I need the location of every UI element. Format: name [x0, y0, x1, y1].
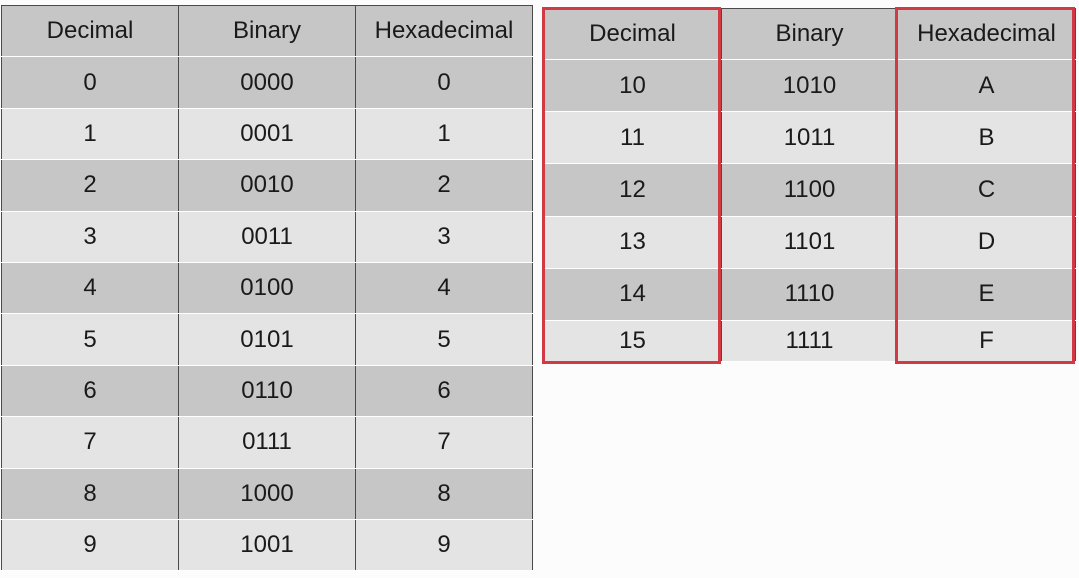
- binary-cell: 1101: [722, 216, 898, 268]
- decimal-cell: 0: [2, 57, 179, 108]
- hex-cell: F: [898, 320, 1076, 361]
- decimal-cell: 2: [2, 160, 179, 211]
- table-row: [2, 314, 533, 365]
- binary-cell: 1001: [179, 519, 356, 570]
- column-header-decimal: Decimal: [544, 9, 722, 60]
- binary-cell: 1100: [722, 164, 898, 216]
- table-row: [544, 164, 1076, 216]
- column-header-hexadecimal: Hexadecimal: [356, 6, 533, 57]
- table-row: [2, 417, 533, 468]
- decimal-cell: 3: [2, 211, 179, 262]
- decimal-cell: 13: [544, 216, 722, 268]
- column-header-decimal: Decimal: [2, 6, 179, 57]
- table-row: [2, 262, 533, 313]
- conversion-table-0-to-9: [1, 5, 533, 571]
- binary-cell: 0100: [179, 262, 356, 313]
- table-row: [544, 112, 1076, 164]
- decimal-cell: 5: [2, 314, 179, 365]
- column-header-binary: Binary: [179, 6, 356, 57]
- conversion-table-10-to-15: [543, 8, 1076, 362]
- hex-cell: E: [898, 268, 1076, 320]
- decimal-cell: 12: [544, 164, 722, 216]
- table-row: [2, 160, 533, 211]
- table-row: [2, 468, 533, 519]
- decimal-cell: 15: [544, 320, 722, 361]
- table-row: [2, 211, 533, 262]
- binary-cell: 1110: [722, 268, 898, 320]
- binary-cell: 0000: [179, 57, 356, 108]
- table-row: [2, 57, 533, 108]
- binary-cell: 1011: [722, 112, 898, 164]
- binary-cell: 1010: [722, 60, 898, 112]
- binary-cell: 0111: [179, 417, 356, 468]
- hex-cell: 3: [356, 211, 533, 262]
- table-row: [2, 365, 533, 416]
- hex-cell: 9: [356, 519, 533, 570]
- hex-cell: 8: [356, 468, 533, 519]
- table-row: [544, 320, 1076, 361]
- hex-cell: D: [898, 216, 1076, 268]
- decimal-cell: 4: [2, 262, 179, 313]
- column-header-hexadecimal: Hexadecimal: [898, 9, 1076, 60]
- decimal-cell: 6: [2, 365, 179, 416]
- binary-cell: 0101: [179, 314, 356, 365]
- header-row: [544, 9, 1076, 60]
- table-row: [544, 216, 1076, 268]
- hex-cell: 2: [356, 160, 533, 211]
- hex-cell: C: [898, 164, 1076, 216]
- decimal-cell: 9: [2, 519, 179, 570]
- binary-cell: 1111: [722, 320, 898, 361]
- hex-cell: 4: [356, 262, 533, 313]
- decimal-cell: 10: [544, 60, 722, 112]
- hex-cell: B: [898, 112, 1076, 164]
- binary-cell: 1000: [179, 468, 356, 519]
- hex-cell: 6: [356, 365, 533, 416]
- hex-cell: 7: [356, 417, 533, 468]
- decimal-cell: 1: [2, 108, 179, 159]
- hex-cell: 1: [356, 108, 533, 159]
- header-row: [2, 6, 533, 57]
- decimal-cell: 8: [2, 468, 179, 519]
- table-row: [2, 519, 533, 570]
- hex-cell: 0: [356, 57, 533, 108]
- decimal-cell: 11: [544, 112, 722, 164]
- binary-cell: 0010: [179, 160, 356, 211]
- decimal-cell: 14: [544, 268, 722, 320]
- table-row: [544, 268, 1076, 320]
- binary-cell: 0001: [179, 108, 356, 159]
- table-row: [2, 108, 533, 159]
- binary-cell: 0110: [179, 365, 356, 416]
- column-header-binary: Binary: [722, 9, 898, 60]
- hex-cell: 5: [356, 314, 533, 365]
- hex-cell: A: [898, 60, 1076, 112]
- binary-cell: 0011: [179, 211, 356, 262]
- decimal-cell: 7: [2, 417, 179, 468]
- table-row: [544, 60, 1076, 112]
